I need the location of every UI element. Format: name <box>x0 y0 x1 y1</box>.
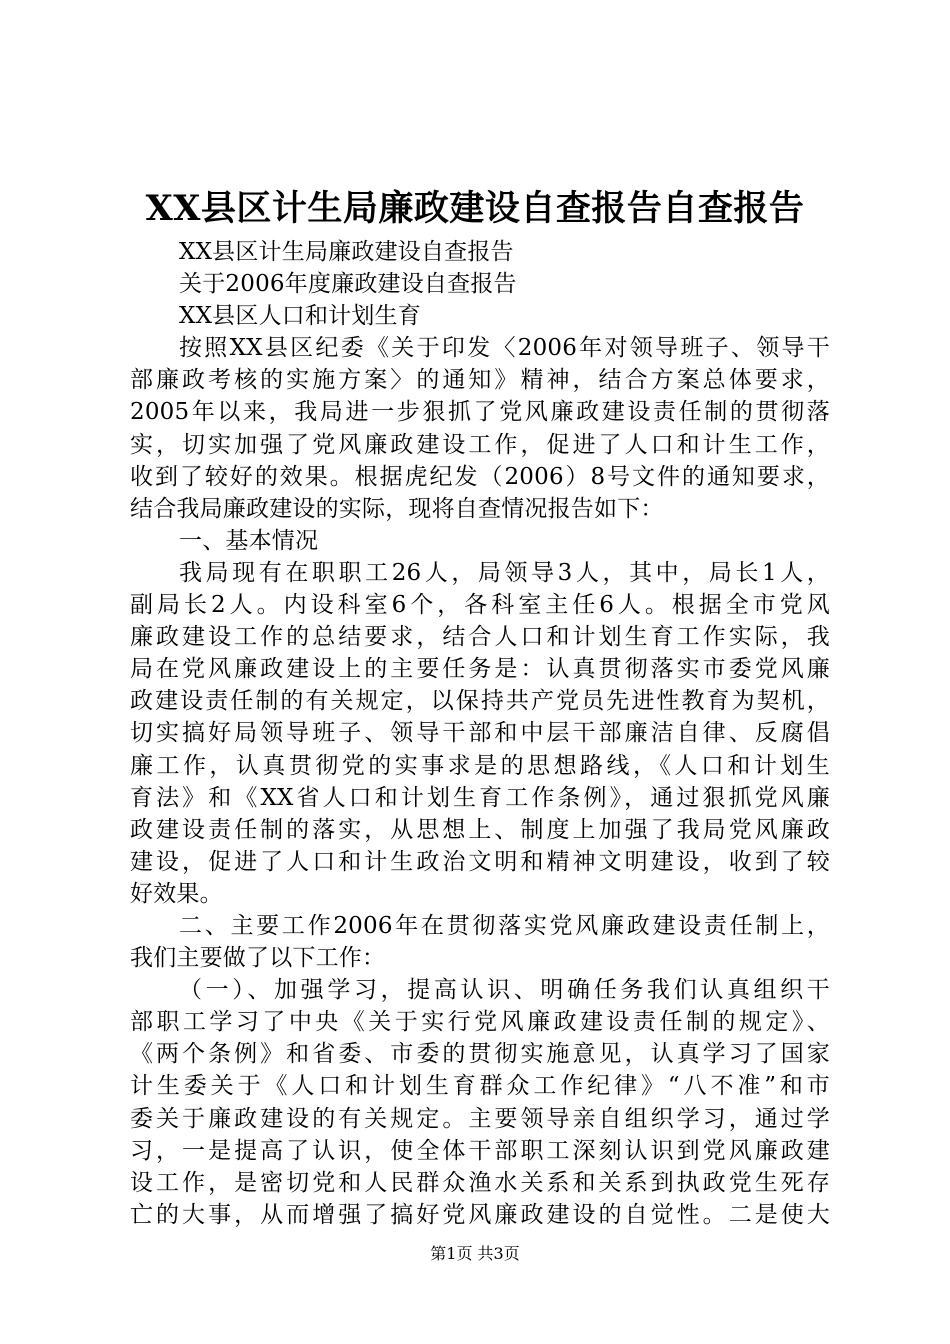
text-line: 育法》和《XX省人口和计划生育工作条例》，通过狠抓党风廉 <box>130 784 830 811</box>
text-line: 部廉政考核的实施方案〉的通知》精神，结合方案总体要求， <box>130 367 830 394</box>
text-line: 廉工作，认真贯彻党的实事求是的思想路线，《人口和计划生 <box>130 752 830 779</box>
text-line: 按照XX县区纪委《关于印发〈2006年对领导班子、领导干 <box>179 335 830 362</box>
text-line: 委关于廉政建设的有关规定。主要领导亲自组织学习，通过学 <box>130 1105 830 1132</box>
text-line: XX县区计生局廉政建设自查报告 <box>179 239 514 265</box>
text-line: 副局长2人。内设科室6个，各科室主任6人。根据全市党风 <box>130 592 830 619</box>
text-line: 设工作，是密切党和人民群众渔水关系和关系到执政党生死存 <box>130 1169 830 1196</box>
text-line: 政建设责任制的有关规定，以保持共产党员先进性教育为契机， <box>130 688 830 715</box>
text-line: 亡的大事，从而增强了搞好党风廉政建设的自觉性。二是使大 <box>130 1201 830 1228</box>
page-indicator: 第1页 共3页 <box>430 1244 520 1263</box>
text-line: 计生委关于《人口和计划生育群众工作纪律》“八不准”和市 <box>130 1073 830 1100</box>
document-body <box>130 236 830 1231</box>
text-line: 政建设责任制的落实，从思想上、制度上加强了我局党风廉政 <box>130 816 830 843</box>
text-line: 部职工学习了中央《关于实行党风廉政建设责任制的规定》、 <box>130 1009 830 1036</box>
text-line: 廉政建设工作的总结要求，结合人口和计划生育工作实际，我 <box>130 624 830 651</box>
text-line: XX县区人口和计划生育 <box>179 303 421 330</box>
text-line: 我局现有在职职工26人，局领导3人，其中，局长1人， <box>179 559 830 586</box>
text-line: 局在党风廉政建设上的主要任务是：认真贯彻落实市委党风廉 <box>130 656 830 683</box>
text-line: 《两个条例》和省委、市委的贯彻实施意见，认真学习了国家 <box>130 1041 830 1068</box>
text-line: 建设，促进了人口和计生政治文明和精神文明建设，收到了较 <box>130 848 830 875</box>
document-title: XX县区计生局廉政建设自查报告自查报告 <box>145 188 805 229</box>
text-line: 我们主要做了以下工作： <box>130 945 386 972</box>
text-line: （一）、加强学习，提高认识、明确任务我们认真组织干 <box>179 977 830 1004</box>
section-heading: 二、主要工作2006年在贯彻落实党风廉政建设责任制上， <box>179 912 830 939</box>
text-line: 好效果。 <box>130 880 223 907</box>
text-line: 实，切实加强了党风廉政建设工作，促进了人口和计生工作， <box>130 431 830 458</box>
section-heading: 一、基本情况 <box>179 527 319 554</box>
text-line: 切实搞好局领导班子、领导干部和中层干部廉洁自律、反腐倡 <box>130 720 830 747</box>
text-line: 收到了较好的效果。根据虎纪发（2006）8号文件的通知要求， <box>130 463 830 490</box>
text-line: 关于2006年度廉政建设自查报告 <box>179 271 517 298</box>
text-line: 2005年以来，我局进一步狠抓了党风廉政建设责任制的贯彻落 <box>130 399 830 426</box>
text-line: 习，一是提高了认识，使全体干部职工深刻认识到党风廉政建 <box>130 1137 830 1164</box>
text-line: 结合我局廉政建设的实际，现将自查情况报告如下： <box>130 495 664 522</box>
